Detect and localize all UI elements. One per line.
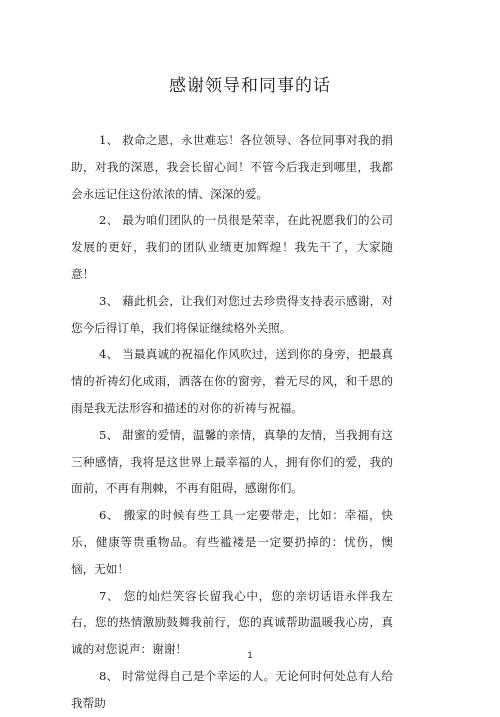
page-number: 1 bbox=[247, 650, 253, 660]
paragraph-5: 5、 甜蜜的爱情，温馨的亲情，真挚的友情，当我拥有这三种感情，我将是这世界上最幸福的人，拥有你们的爱，我的面前，不再有荆棘，不再有阻碍，感谢你们。 bbox=[71, 427, 393, 496]
paragraph-8: 8、 时常觉得自己是个幸运的人。无论何时何处总有人给我帮助 bbox=[71, 668, 393, 710]
document-title: 感谢领导和同事的话 bbox=[169, 76, 331, 96]
paragraph-7: 7、 您的灿烂笑容长留我心中，您的亲切话语永伴我左右，您的热情激励鼓舞我前行，您的真诚帮助温暖我心房，真诚的对您说声：谢谢！ bbox=[71, 588, 393, 657]
paragraph-3: 3、 藉此机会，让我们对您过去珍贵得支持表示感谢，对您今后得订单，我们将保证继续格外关照。 bbox=[71, 293, 393, 335]
paragraph-4: 4、 当最真诚的祝福化作风吹过，送到你的身旁，把最真情的祈祷幻化成雨，洒落在你的窗旁，着无尽的风，和千思的雨是我无法形容和描述的对你的祈祷与祝福。 bbox=[71, 347, 393, 415]
document-body bbox=[71, 127, 393, 717]
paragraph-2: 2、 最为咱们团队的一员很是荣幸，在此祝愿我们的公司发展的更好，我们的团队业绩更加辉煌！我先干了，大家随意！ bbox=[71, 213, 393, 281]
paragraph-1: 1、 救命之恩，永世难忘！各位领导、各位同事对我的捐助，对我的深恩，我会长留心间！不管今后我走到哪里，我都会永远记住这份浓浓的情、深深的爱。 bbox=[71, 133, 393, 201]
paragraph-6: 6、 搬家的时候有些工具一定要带走，比如：幸福，快乐，健康等贵重物品。有些褴褛是一定要扔掉的：忧伤，懊恼，无如！ bbox=[71, 508, 393, 576]
